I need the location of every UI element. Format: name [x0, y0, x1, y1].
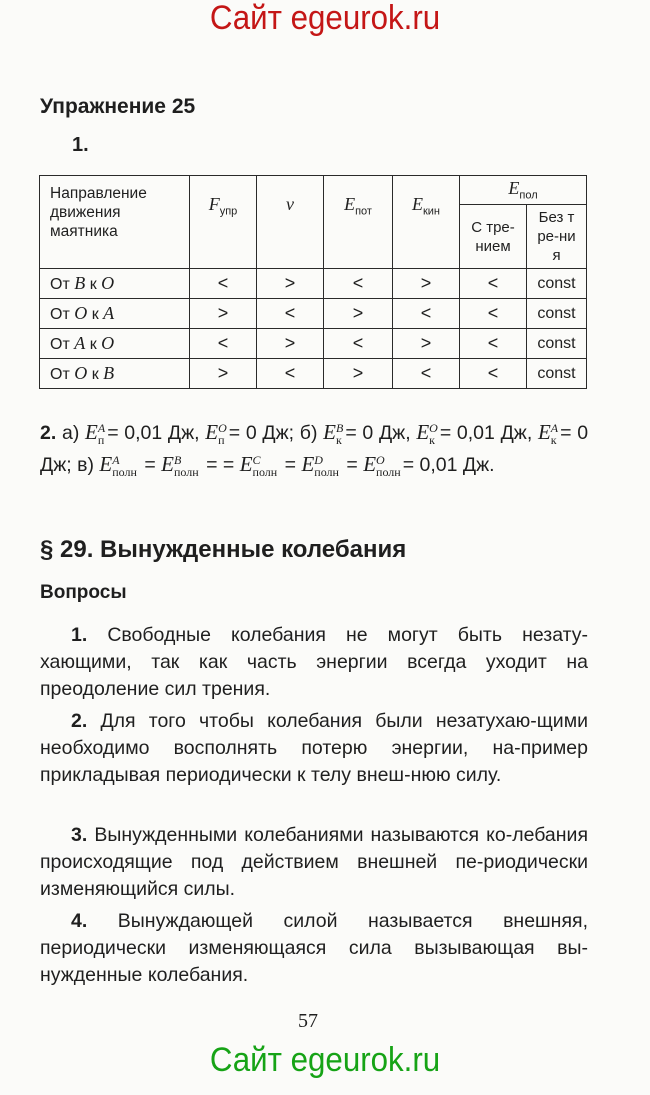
- question-4: 4. Вынуждающей силой называется внешняя, периодически изменяющаяся сила вызывающая вы-нужденные колебания.: [40, 910, 588, 986]
- cell-direction: От B к O: [40, 269, 190, 299]
- cell-epot: <: [324, 329, 393, 359]
- table-row: [40, 359, 587, 389]
- cell-with-friction: <: [460, 359, 527, 389]
- header-v: v: [257, 176, 324, 269]
- exercise-title: Упражнение 25: [40, 95, 196, 118]
- cell-epot: <: [324, 269, 393, 299]
- cell-f: <: [190, 329, 257, 359]
- cell-v: >: [257, 269, 324, 299]
- task-1-number: 1.: [72, 134, 89, 156]
- cell-v: <: [257, 299, 324, 329]
- cell-f: >: [190, 359, 257, 389]
- cell-without-friction: const: [527, 299, 587, 329]
- header-e-pol: $E_{пол}$: [460, 176, 587, 205]
- cell-ekin: >: [393, 269, 460, 299]
- cell-epot: >: [324, 299, 393, 329]
- cell-direction: От O к B: [40, 359, 190, 389]
- header-e-pot: $E_{пот}$: [324, 176, 393, 269]
- pendulum-energy-table: [39, 175, 587, 389]
- question-2: 2. Для того чтобы колебания были незатухаю-щими необходимо восполнять потерю энергии, на-пример прикладывая периодически к телу внеш-нюю силу.: [40, 710, 588, 786]
- cell-with-friction: <: [460, 329, 527, 359]
- table-row: [40, 269, 587, 299]
- header-with-friction: С тре-нием: [460, 205, 527, 269]
- question-1: 1. Свободные колебания не могут быть незату-хающими, так как часть энергии всегда уходит на преодоление сил трения.: [40, 624, 589, 700]
- header-without-friction: Без тре-ния: [527, 205, 587, 269]
- cell-without-friction: const: [527, 269, 587, 299]
- header-e-kin: $E_{кин}$: [393, 176, 460, 269]
- table-row: [40, 299, 587, 329]
- header-f-upr: $F_{упр}$: [190, 176, 257, 269]
- cell-without-friction: const: [527, 359, 587, 389]
- watermark-top: Сайт egeurok.ru: [209, 0, 441, 37]
- question-3: 3. Вынужденными колебаниями называются ко-лебания происходящие под действием внешней пе-риодически изменяющийся силы.: [40, 824, 588, 900]
- cell-f: >: [190, 299, 257, 329]
- cell-v: >: [257, 329, 324, 359]
- cell-f: <: [190, 269, 257, 299]
- cell-epot: >: [324, 359, 393, 389]
- cell-with-friction: <: [460, 299, 527, 329]
- section-title: § 29. Вынужденные колебания: [40, 536, 407, 563]
- cell-direction: От A к O: [40, 329, 190, 359]
- cell-direction: От O к A: [40, 299, 190, 329]
- cell-ekin: <: [393, 359, 460, 389]
- questions-heading: Вопросы: [40, 582, 127, 603]
- header-direction: Направление движения маятника: [40, 176, 190, 269]
- cell-ekin: <: [393, 299, 460, 329]
- answer-2: 2. а) E A п = 0,01 Дж, E O п = 0 Дж; б) E B к = 0 Дж, E O к = 0,01 Дж, E A к = 0 Дж; в) E A полн = E B полн = = E C полн = E D полн = E O полн = 0,01 Дж.: [40, 420, 589, 479]
- cell-with-friction: <: [460, 269, 527, 299]
- page-number: 57: [298, 1010, 318, 1032]
- cell-ekin: >: [393, 329, 460, 359]
- cell-v: <: [257, 359, 324, 389]
- table-row: [40, 329, 587, 359]
- cell-without-friction: const: [527, 329, 587, 359]
- watermark-bottom: Сайт egeurok.ru: [209, 1041, 441, 1079]
